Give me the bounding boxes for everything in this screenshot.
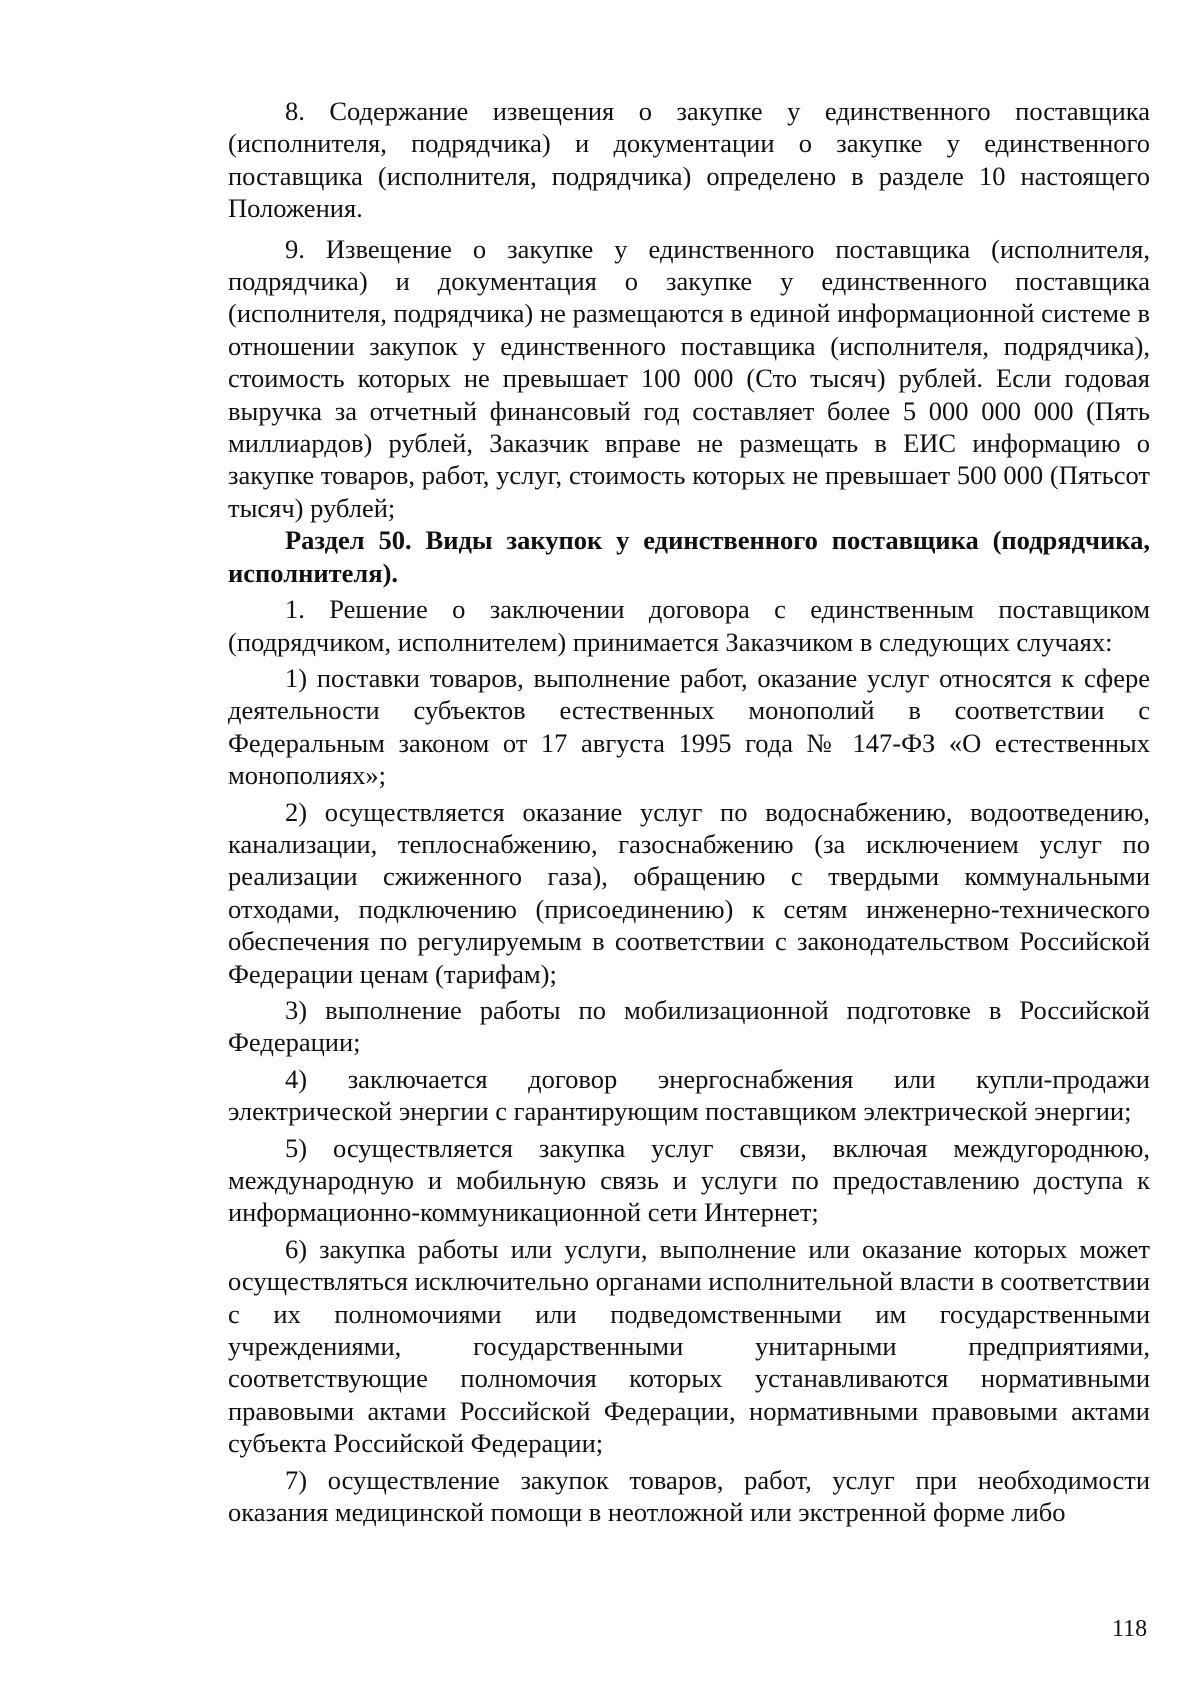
paragraph-9: 9. Извещение о закупке у единственного поставщика (исполнителя, подрядчика) и документация о закупке у единственного поставщика (исполнителя, подрядчика) не размещаются в единой информационной системе в отношении закупок у единственного поставщика (исполнителя, подрядчика), стоимость которых не превышает 100 000 (Сто тысяч) рублей. Если годовая выручка за отчетный финансовый год составляет более 5 000 000 000 (Пять миллиардов) рублей, Заказчик вправе не размещать в ЕИС информацию о закупке товаров, работ, услуг, стоимость которых не превышает 500 000 (Пятьсот тысяч) рублей; xyxy=(228,233,1150,523)
paragraph-8: 8. Содержание извещения о закупке у единственного поставщика (исполнителя, подрядчика) и документации о закупке у единственного поставщика (исполнителя, подрядчика) определено в разделе 10 настоящего Положения. xyxy=(228,96,1150,224)
list-item-2: 2) осуществляется оказание услуг по водоснабжению, водоотведению, канализации, теплоснабжению, газоснабжению (за исключением услуг по реализации сжиженного газа), обращению с твердыми коммунальными отходами, подключению (присоединению) к сетям инженерно-технического обеспечения по регулируемым в соответствии с законодательством Российской Федерации ценам (тарифам); xyxy=(228,796,1150,989)
section-heading: Раздел 50. Виды закупок у единственного поставщика (подрядчика, исполнителя). xyxy=(228,525,1150,588)
list-item-5: 5) осуществляется закупка услуг связи, включая междугороднюю, международную и мобильную связь и услуги по предоставлению доступа к информационно-коммуникационной сети Интернет; xyxy=(228,1132,1150,1228)
list-item-7: 7) осуществление закупок товаров, работ, услуг при необходимости оказания медицинской помощи в неотложной или экстренной форме либо xyxy=(228,1464,1150,1528)
section-intro: 1. Решение о заключении договора с единственным поставщиком (подрядчиком, исполнителем) принимается Заказчиком в следующих случаях: xyxy=(228,594,1150,657)
list-item-4: 4) заключается договор энергоснабжения или купли-продажи электрической энергии с гарантирующим поставщиком электрической энергии; xyxy=(228,1063,1150,1127)
list-item-6: 6) закупка работы или услуги, выполнение или оказание которых может осуществляться исключительно органами исполнительной власти в соответствии с их полномочиями или подведомственными им государственными учреждениями, государственными унитарными предприятиями, соответствующие полномочия которых устанавливаются нормативными правовыми актами Российской Федерации, нормативными правовыми актами субъекта Российской Федерации; xyxy=(228,1233,1150,1459)
document-page xyxy=(228,95,1150,1528)
list-item-1: 1) поставки товаров, выполнение работ, оказание услуг относятся к сфере деятельности субъектов естественных монополий в соответствии с Федеральным законом от 17 августа 1995 года № 147-ФЗ «О естественных монополиях»; xyxy=(228,662,1150,791)
list-item-3: 3) выполнение работы по мобилизационной подготовке в Российской Федерации; xyxy=(228,994,1150,1058)
page-number: 118 xyxy=(1112,1616,1148,1642)
